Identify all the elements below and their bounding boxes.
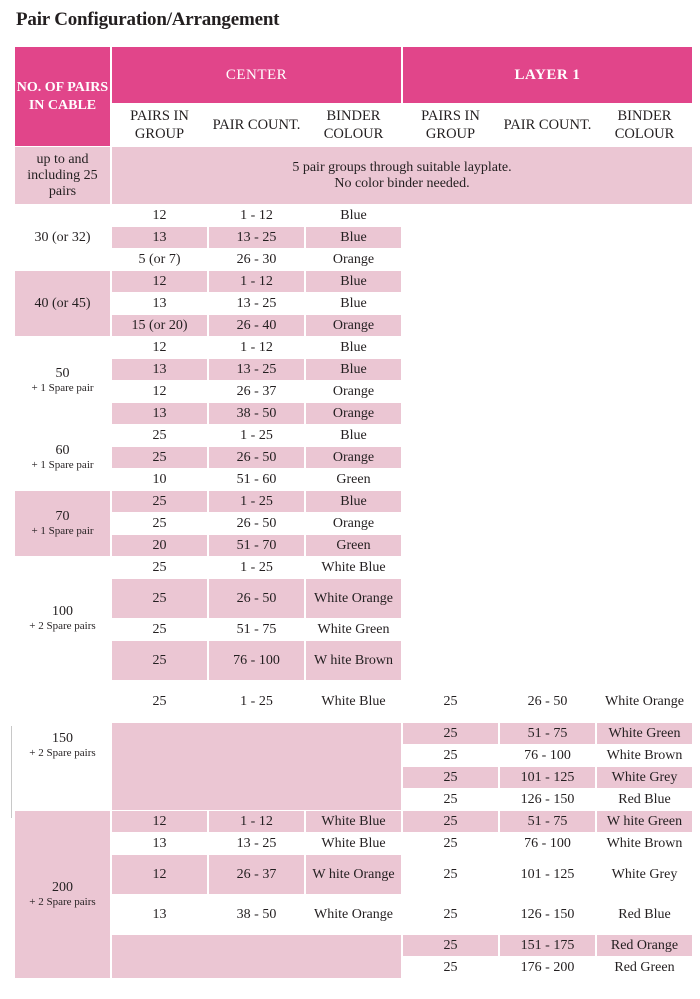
center-binder-colour: Green	[336, 471, 371, 487]
center-empty-block	[112, 935, 401, 978]
group-name: 200	[52, 880, 73, 895]
center-pairs-in-group: 12	[112, 271, 207, 292]
layer-pairs-in-group	[403, 403, 498, 424]
layer-pair-count: 51 - 75	[500, 723, 595, 744]
layer-pairs-in-group: 25	[403, 935, 498, 956]
table-row	[15, 895, 692, 934]
group-name: 60	[55, 443, 70, 458]
layer-pairs-in-group: 25	[443, 791, 458, 807]
center-pairs-in-group: 13	[152, 295, 167, 311]
layer-pairs-in-group	[403, 271, 498, 292]
table-row	[15, 557, 692, 578]
layer-pair-count: 151 - 175	[500, 935, 595, 956]
center-binder-colour: Orange	[332, 251, 375, 267]
note-line-1: 5 pair groups through suitable layplate.	[292, 159, 512, 175]
header-layer-pair-count: PAIR COUNT.	[503, 117, 592, 133]
group-note: + 1 Spare pair	[31, 525, 94, 537]
center-binder-colour: Blue	[306, 271, 401, 292]
layer-binder-colour	[597, 271, 692, 292]
layer-pair-count	[500, 403, 595, 424]
header-layer-binder-colour: BINDER COLOUR	[614, 108, 675, 142]
layer-binder-colour	[597, 619, 692, 640]
center-binder-colour: White Orange	[306, 579, 401, 618]
layer-binder-colour: Red Orange	[597, 935, 692, 956]
center-pair-count: 1 - 25	[240, 427, 273, 443]
center-pairs-in-group: 25	[112, 491, 207, 512]
layer-pairs-in-group	[403, 293, 498, 314]
center-pairs-in-group: 25	[112, 579, 207, 618]
layer-pair-count: 101 - 125	[500, 767, 595, 788]
center-pairs-in-group: 15 (or 20)	[112, 315, 207, 336]
center-pairs-in-group: 20	[112, 535, 207, 556]
group-name: 70	[55, 509, 70, 524]
layer-binder-colour	[597, 315, 692, 336]
layer-pairs-in-group: 25	[443, 866, 458, 882]
table-row	[15, 293, 692, 314]
center-binder-colour: White Blue	[306, 811, 401, 832]
center-pair-count: 1 - 12	[209, 271, 304, 292]
table-row	[15, 855, 692, 894]
layer-binder-colour	[597, 337, 692, 358]
layer-binder-colour: White Brown	[606, 835, 683, 851]
center-pair-count: 13 - 25	[209, 227, 304, 248]
layer-binder-colour: White Brown	[606, 747, 683, 763]
group-label-40	[15, 271, 110, 336]
layer-binder-colour: White Green	[597, 723, 692, 744]
layer-pair-count: 76 - 100	[524, 747, 571, 763]
pair-configuration-table	[13, 46, 694, 979]
center-pair-count: 1 - 25	[240, 559, 273, 575]
header-layer1: LAYER 1	[403, 47, 692, 103]
center-binder-colour: Blue	[340, 427, 367, 443]
layer-pair-count	[500, 425, 595, 446]
layer-pair-count: 126 - 150	[520, 906, 575, 922]
layer-pairs-in-group	[403, 619, 498, 640]
center-pairs-in-group: 12	[112, 855, 207, 894]
layer-pair-count	[500, 641, 595, 680]
layer-binder-colour	[597, 249, 692, 270]
center-binder-colour: Blue	[340, 339, 367, 355]
layer-pairs-in-group: 25	[403, 723, 498, 744]
center-binder-colour: White Green	[317, 621, 390, 637]
layer-binder-colour	[597, 359, 692, 380]
layer-pair-count	[500, 469, 595, 490]
center-binder-colour: Orange	[306, 447, 401, 468]
table-row	[15, 249, 692, 270]
layer-binder-colour	[597, 557, 692, 578]
layer-pair-count	[500, 271, 595, 292]
center-pairs-in-group: 25	[152, 515, 167, 531]
center-pairs-in-group: 12	[152, 339, 167, 355]
center-binder-colour: Orange	[306, 403, 401, 424]
group-note: + 1 Spare pair	[31, 382, 94, 394]
layer-pair-count: 176 - 200	[520, 959, 575, 975]
center-pair-count: 26 - 50	[209, 447, 304, 468]
layer-pairs-in-group	[403, 359, 498, 380]
layer-pair-count	[500, 619, 595, 640]
layer-pairs-in-group: 25	[443, 906, 458, 922]
group-label-50	[15, 337, 110, 424]
center-pairs-in-group: 12	[152, 207, 167, 223]
center-binder-colour: Orange	[332, 383, 375, 399]
center-binder-colour: W hite Brown	[306, 641, 401, 680]
table-row	[15, 337, 692, 358]
layer-binder-colour	[597, 535, 692, 556]
center-binder-colour: White Orange	[314, 906, 393, 922]
center-binder-colour: White Blue	[321, 693, 386, 709]
layer-binder-colour: W hite Green	[597, 811, 692, 832]
group-label-70	[15, 491, 110, 556]
center-pairs-in-group: 13	[112, 227, 207, 248]
header-center-pairs-in-group: PAIRS IN GROUP	[130, 108, 189, 142]
center-pair-count: 26 - 50	[236, 515, 277, 531]
table-row	[15, 381, 692, 402]
layer-pair-count	[500, 557, 595, 578]
group-name: 30 (or 32)	[34, 229, 91, 245]
center-pair-count: 26 - 30	[236, 251, 277, 267]
layer-binder-colour	[597, 381, 692, 402]
center-pair-count: 26 - 40	[209, 315, 304, 336]
layer-pairs-in-group	[403, 227, 498, 248]
center-binder-colour: W hite Orange	[306, 855, 401, 894]
layer-pair-count: 101 - 125	[520, 866, 575, 882]
center-binder-colour: White Blue	[321, 835, 386, 851]
table-row	[15, 513, 692, 534]
center-pair-count: 13 - 25	[236, 835, 277, 851]
layer-pair-count	[500, 491, 595, 512]
group-label-60	[15, 425, 110, 490]
center-pair-count: 38 - 50	[236, 906, 277, 922]
center-binder-colour: Orange	[306, 315, 401, 336]
header-pairs-in-cable: NO. OF PAIRS IN CABLE	[15, 47, 110, 146]
layer-pair-count: 26 - 50	[527, 693, 568, 709]
center-pair-count: 26 - 37	[209, 855, 304, 894]
table-row	[15, 723, 692, 744]
center-pair-count: 1 - 25	[240, 693, 273, 709]
layer-pairs-in-group: 25	[403, 811, 498, 832]
table-row	[15, 641, 692, 680]
center-pairs-in-group: 13	[112, 359, 207, 380]
note-line-2: No color binder needed.	[334, 175, 470, 191]
table-row	[15, 681, 692, 722]
table-row	[15, 619, 692, 640]
layer-pairs-in-group	[403, 337, 498, 358]
center-pair-count: 51 - 70	[209, 535, 304, 556]
center-pair-count: 1 - 12	[240, 339, 273, 355]
center-binder-colour: Blue	[306, 227, 401, 248]
group-name: 50	[55, 366, 70, 381]
layer-binder-colour: Red Blue	[618, 906, 671, 922]
layer-binder-colour	[597, 403, 692, 424]
layer-binder-colour	[597, 293, 692, 314]
table-row	[15, 833, 692, 854]
layer-pairs-in-group: 25	[443, 693, 458, 709]
center-pairs-in-group: 25	[112, 641, 207, 680]
group-label-25: up to and including 25 pairs	[15, 147, 110, 204]
center-binder-colour: Blue	[306, 359, 401, 380]
table-row	[15, 935, 692, 956]
center-pairs-in-group: 25	[152, 427, 167, 443]
group-note-25	[112, 147, 692, 204]
group-note: + 2 Spare pairs	[29, 896, 96, 908]
layer-pairs-in-group	[403, 579, 498, 618]
layer-binder-colour	[597, 579, 692, 618]
center-pairs-in-group: 25	[112, 447, 207, 468]
layer-pair-count	[500, 535, 595, 556]
layer-pairs-in-group	[403, 381, 498, 402]
center-binder-colour: Blue	[306, 491, 401, 512]
layer-pairs-in-group	[403, 249, 498, 270]
header-center-pair-count: PAIR COUNT.	[212, 117, 301, 133]
layer-pair-count	[500, 579, 595, 618]
center-pair-count: 1 - 12	[209, 811, 304, 832]
layer-pairs-in-group	[403, 447, 498, 468]
layer-binder-colour	[597, 513, 692, 534]
table-row	[15, 403, 692, 424]
table-row	[15, 425, 692, 446]
table-row	[15, 469, 692, 490]
group-label-100	[15, 557, 110, 680]
layer-pairs-in-group	[403, 315, 498, 336]
layer-pairs-in-group: 25	[443, 959, 458, 975]
layer-binder-colour	[597, 425, 692, 446]
layer-binder-colour	[597, 447, 692, 468]
layer-pair-count: 51 - 75	[500, 811, 595, 832]
group-label-150	[15, 681, 110, 810]
center-binder-colour: Green	[306, 535, 401, 556]
header-row-top	[15, 47, 692, 103]
margin-rule	[11, 726, 12, 818]
layer-binder-colour: Red Green	[614, 959, 675, 975]
layer-binder-colour: White Orange	[605, 693, 684, 709]
table-row	[15, 579, 692, 618]
center-pair-count: 51 - 75	[236, 621, 277, 637]
layer-binder-colour	[597, 641, 692, 680]
header-center: CENTER	[112, 47, 401, 103]
group-label-30	[15, 205, 110, 270]
header-layer-pairs-in-group: PAIRS IN GROUP	[421, 108, 480, 142]
layer-pair-count: 126 - 150	[520, 791, 575, 807]
center-pair-count: 51 - 60	[236, 471, 277, 487]
table-body	[15, 47, 692, 978]
table-row	[15, 535, 692, 556]
center-binder-colour: Blue	[340, 207, 367, 223]
layer-pairs-in-group	[403, 469, 498, 490]
group-name: 100	[52, 604, 73, 619]
layer-pair-count	[500, 249, 595, 270]
layer-pair-count	[500, 205, 595, 226]
group-name: 150	[52, 731, 73, 746]
layer-pairs-in-group	[403, 205, 498, 226]
table-row	[15, 205, 692, 226]
layer-pair-count	[500, 293, 595, 314]
center-pair-count: 38 - 50	[209, 403, 304, 424]
table-row	[15, 811, 692, 832]
layer-pairs-in-group: 25	[443, 747, 458, 763]
page-title: Pair Configuration/Arrangement	[16, 9, 280, 30]
table-row	[15, 271, 692, 292]
layer-pairs-in-group: 25	[403, 767, 498, 788]
center-pairs-in-group: 5 (or 7)	[138, 251, 181, 267]
layer-pair-count	[500, 227, 595, 248]
table-row	[15, 315, 692, 336]
center-pair-count: 1 - 12	[240, 207, 273, 223]
group-note: + 2 Spare pairs	[29, 620, 96, 632]
center-pairs-in-group: 25	[152, 621, 167, 637]
center-binder-colour: Blue	[340, 295, 367, 311]
table-row	[15, 447, 692, 468]
layer-binder-colour	[597, 491, 692, 512]
center-pairs-in-group: 13	[152, 906, 167, 922]
center-empty-block	[112, 723, 401, 810]
header-row-sub	[15, 104, 692, 146]
center-pairs-in-group: 13	[112, 403, 207, 424]
group-note: + 1 Spare pair	[31, 459, 94, 471]
center-pair-count: 1 - 25	[209, 491, 304, 512]
layer-pairs-in-group	[403, 641, 498, 680]
center-pairs-in-group: 12	[112, 811, 207, 832]
layer-binder-colour	[597, 469, 692, 490]
layer-pair-count	[500, 447, 595, 468]
layer-binder-colour	[597, 227, 692, 248]
center-pairs-in-group: 25	[152, 693, 167, 709]
center-pairs-in-group: 10	[152, 471, 167, 487]
layer-binder-colour	[597, 205, 692, 226]
layer-pair-count	[500, 381, 595, 402]
layer-pairs-in-group	[403, 535, 498, 556]
center-pair-count: 13 - 25	[209, 359, 304, 380]
layer-pairs-in-group	[403, 491, 498, 512]
layer-binder-colour: White Grey	[611, 866, 678, 882]
center-pair-count: 26 - 50	[209, 579, 304, 618]
table-row	[15, 359, 692, 380]
group-name: 40 (or 45)	[34, 295, 91, 311]
center-binder-colour: White Blue	[321, 559, 386, 575]
layer-pair-count	[500, 315, 595, 336]
center-pairs-in-group: 13	[152, 835, 167, 851]
center-pair-count: 26 - 37	[236, 383, 277, 399]
center-pairs-in-group: 12	[152, 383, 167, 399]
layer-pairs-in-group: 25	[443, 835, 458, 851]
layer-pair-count	[500, 337, 595, 358]
center-pairs-in-group: 25	[152, 559, 167, 575]
table-row	[15, 491, 692, 512]
group-row-25	[15, 147, 692, 204]
layer-pair-count: 76 - 100	[524, 835, 571, 851]
center-binder-colour: Orange	[332, 515, 375, 531]
layer-pair-count	[500, 513, 595, 534]
layer-pairs-in-group	[403, 513, 498, 534]
group-note: + 2 Spare pairs	[29, 747, 96, 759]
group-label-200	[15, 811, 110, 978]
layer-binder-colour: White Grey	[597, 767, 692, 788]
table-row	[15, 227, 692, 248]
layer-pairs-in-group	[403, 557, 498, 578]
layer-pairs-in-group	[403, 425, 498, 446]
center-pair-count: 13 - 25	[236, 295, 277, 311]
layer-binder-colour: Red Blue	[618, 791, 671, 807]
layer-pair-count	[500, 359, 595, 380]
center-pair-count: 76 - 100	[209, 641, 304, 680]
header-center-binder-colour: BINDER COLOUR	[323, 108, 384, 142]
